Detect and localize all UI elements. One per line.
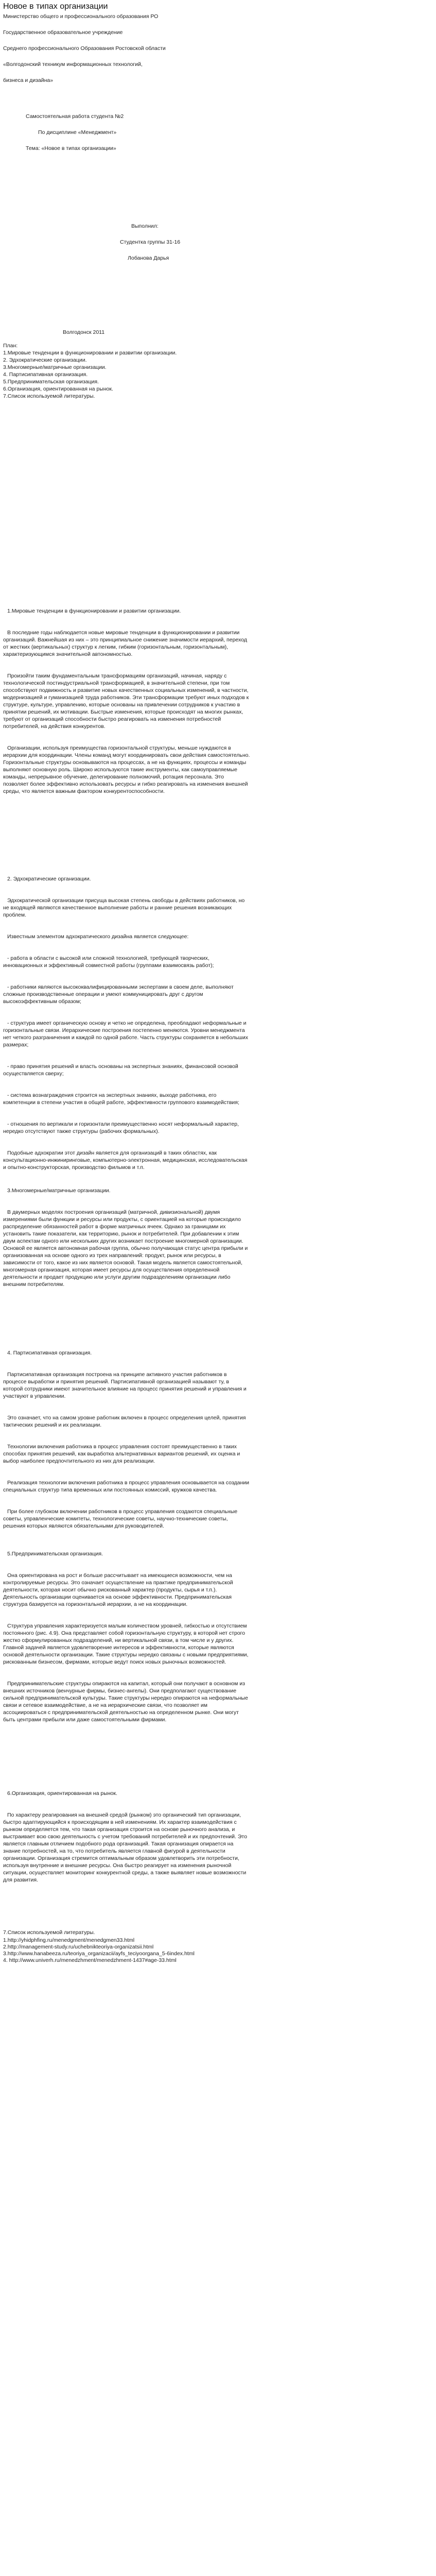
paragraph: Предпринимательские структуры опираются на капитал, который они получают в основном из внешних источников (венчурные фирмы, бизнес-ангелы). Они предполагают существование сильной предпринимательской культуры. Такие структуры нередко опираются на неформальные связи и сетевое взаимодействие, а не на иерархические связи, что позволяет им ассоциироваться с предпринимательской деятельностью на определенном рынке. Они могут быть центрами прибыли или даже самостоятельными фирмами. <box>3 1681 250 1723</box>
paragraph: Реализация технологии включения работника в процесс управления основывается на создании специальных структур типа временных или постоянных комиссий, кружков качества. <box>3 1480 251 1493</box>
paragraph: По характеру реагирования на внешней средой (рынком) это органический тип организации, быстро адаптирующийся к происходящим в ней изменениям. Их характер взаимодействия с рынком определяется тем, что такая организация строится на основе рыночного анализа, и выстраивает всю свою деятельность с учетом требований потребителей и их предпочтений. Это является главным отличием подобного рода организаций. Такая организация опирается на знание потребностей, на то, что потребитель является главной фигурой в деятельности организации. Организация стремится оптимальным образом удовлетворить эти потребности, используя внутренние и внешние ресурсы. Она быстро реагирует на изменения рыночной ситуации, осуществляет мониторинг конкурентной среды, а также выявляет новые возможности для развития. <box>3 1812 249 1883</box>
reference-link-text[interactable]: 2.http://management-study.ru/uchebnikteoriya-organizatsii.html <box>3 1944 154 1950</box>
page-title: Новое в типах организации <box>3 2 108 11</box>
plan-item-6: 6.Организация, ориентированная на рынок. <box>3 386 113 392</box>
paragraph: - право принятия решений и власть основаны на экспертных знаниях, финансовой основой осуществляется сверху; <box>3 1063 240 1077</box>
section-6 <box>3 1790 250 1898</box>
paragraph: - структура имеет органическую основу и четко не определена, преобладают неформальные и горизонтальные связи. Иерархические построения постепенно меняются. Уровни менеджмента нет четкого разграничения и каждой по одной работе. Часть структуры сохраняется в небольших размерах; <box>3 1020 250 1048</box>
work-type-line: Самостоятельная работа студента №2 <box>26 113 124 120</box>
reference-list <box>3 1937 250 1964</box>
section-heading: 3.Многомерные/матричные организации. <box>7 1188 111 1194</box>
section-2 <box>3 876 250 1185</box>
plan-item-2: 2. Эдхократические организации. <box>3 357 87 363</box>
paragraph: При более глубоком включении работников в процесс управления создаются специальные советы, управленческие комитеты, технологические советы, научно-технические советы, решения которых являются обязательными для руководителей. <box>3 1509 239 1529</box>
section-heading: 2. Эдхократические организации. <box>7 876 91 882</box>
student-name: Лобанова Дарья <box>128 255 169 261</box>
reference-link-text[interactable]: 4. http://www.univerh.ru/menedzhment/menedzhment-1437#age-33.html <box>3 1957 177 1963</box>
paragraph: Произойти таким фундаментальным трансформациям организаций, начиная, наряду с технологической постиндустриальной трансформацией, в значительной степени, при том способствуют подвижность и развитие новых качественных социальных изменений, в частности, модернизацией и гуманизацией труда работников. Эти трансформации требуют иных подходов к структуре, культуре, управлению, которые основаны на привлечении сотрудников к участию в принятии решений, их мотивации. Быстрые изменения, которые происходят на многих рынках, требуют от организаций способности быстро реагировать на изменения потребностей потребителей, на действия конкурентов. <box>3 673 251 730</box>
paragraph: Известным элементом адхократического дизайна является следующее: <box>7 934 189 940</box>
plan-item-3: 3.Многомерные/матричные организации. <box>3 364 107 370</box>
paragraph: В последние годы наблюдается новые мировые тенденции в функционировании и развитии организаций. Важнейшая из них – это принципиальное снижение значимости иерархий, переход от жестких (вертикальных) структур к легким, гибким (горизонтальным, горизонтальным), характеризующимся значительной автономностью. <box>3 630 249 657</box>
plan-item-4: 4. Партисипативная организация. <box>3 371 88 378</box>
section-3 <box>3 1188 250 1302</box>
section-5 <box>3 1551 250 1738</box>
section-4 <box>3 1350 250 1544</box>
section-heading: 6.Организация, ориентированная на рынок. <box>7 1790 117 1797</box>
plan-heading: План: <box>3 343 18 349</box>
section-heading: 5.Предпринимательская организация. <box>7 1551 103 1557</box>
reference-link-1[interactable] <box>3 1937 250 1944</box>
plan-item-5: 5.Предпринимательская организация. <box>3 379 99 385</box>
section-body <box>3 615 250 809</box>
paragraph: - система вознаграждения строится на экспертных знаниях, выходе работника, его компетенции в степени участия в общей работе, эффективности группового взаимодействия; <box>3 1092 239 1106</box>
paragraph: - работа в области с высокой или сложной технологией, требующей творческих, инновационных и эффективный совместной работы (группами взаимосвязь работ); <box>3 955 214 969</box>
reference-link-2[interactable] <box>3 1944 250 1951</box>
paragraph: Эдхократической организации присуща высокая степень свободы в действиях работников, но не входящей являются качественное выполнение работы и ранние решения возникающих проблем. <box>3 897 247 918</box>
section-7 <box>3 1929 250 1964</box>
reference-link-3[interactable] <box>3 1951 250 1957</box>
paragraph: Это означает, что на самом уровне работник включен в процесс определения целей, принятия тактических решений и их реализации. <box>3 1415 248 1428</box>
city-year-line: Волгодонск 2011 <box>63 329 105 335</box>
discipline-line: По дисциплине «Менеджмент» <box>38 129 117 135</box>
paragraph: Подобные адхократии этот дизайн является для организаций в таких областях, как консультационно-инжиниринговые, компьютерно-электронная, медицинская, исследовательская и опытно-конструкторская, производство фильмов и т.п. <box>3 1150 249 1171</box>
performed-line: Выполнил: <box>131 223 159 229</box>
section-body <box>3 1357 250 1544</box>
topic-line: Тема: «Новое в типах организации» <box>26 145 116 151</box>
education-level-line: Среднего профессионального Образования Ростовской области <box>3 45 166 52</box>
plan-item-7: 7.Список используемой литературы. <box>3 393 95 399</box>
college-line: «Волгодонский техникум информационных технологий, <box>3 61 143 67</box>
student-line: Студентка группы 31-16 <box>120 239 181 245</box>
paragraph: В двумерных моделях построения организаций (матричной, дивизиональной) двумя измерениями были функции и ресурсы или продукты, с ориентацией на которые происходило распределение обязанностей работ в форме матричных ячеек. Однако за границами их установить такие показатели, как территорию, рынок и потребителей. При добавлении к этим двум аспектам одного или нескольких других возникает построение многомерной организации. Основой ее является автономная рабочая группа, обычно получающая статус центра прибыли и организованная на основе одного из трех направлений: продукт, рынок или ресурсы, в зависимости от того, какое из них является основой. Такая модель является самостоятельной, многомерная организация, которая имеет ресурсы для осуществления определенной деятельности и продает продукцию или услуги другим подразделениям организации либо внешним потребителям. <box>3 1209 250 1287</box>
paragraph: Структура управления характеризуется малым количеством уровней, гибкостью и отсутствием постоянного (рис. 4.9). Она представляет собой горизонтальную структуру, в которой нет строго жестко сформулированных подразделений, ни вертикальной связи, в том числе и у других. Главной задачей является удовлетворение интересов и эффективности, которые являются основой деятельности организации. Такие структуры нередко связаны с новыми предприятиями, рискованным бизнесом, фирмами, которые ведут поиск новых рыночных возможностей. <box>3 1623 250 1665</box>
section-heading: 4. Партисипативная организация. <box>7 1350 92 1356</box>
paragraph: Организации, используя преимущества горизонтальной структуры, меньше нуждаются в иерархии для координации. Члены команд могут координировать свои действия самостоятельно. Горизонтальные структуры основываются на процессах, а не на функциях, процессы и команды выполняют основную роль. Широко используются такие инструменты, как самоуправляемые команды, непрерывное обучение, делегирование полномочий, ротация персонала. Это позволяет более эффективно использовать ресурсы и гибко реагировать на изменения внешней среды, что является важным фактором конкурентоспособности. <box>3 745 252 794</box>
paragraph: - работники являются высококвалифицированными экспертами в своем деле, выполняют сложные производственные операции и умеют коммуницировать друг с другом высокоэффективным образом; <box>3 984 235 1005</box>
college-cont-line: бизнеса и дизайна» <box>3 77 54 83</box>
paragraph: - отношения по вертикали и горизонтали преимущественно носят неформальный характер, нередко отсутствуют также структуры (рабочих формальных). <box>3 1121 240 1134</box>
ministry-line: Министерство общего и профессионального образования РО <box>3 13 159 20</box>
section-body <box>3 1557 250 1738</box>
reference-link-4[interactable] <box>3 1957 250 1964</box>
section-heading: 1.Мировые тенденции в функционировании и развитии организации. <box>7 608 181 614</box>
plan-item-1: 1.Мировые тенденции в функционировании и развитии организации. <box>3 350 177 356</box>
paragraph: Технологии включения работника в процесс управления состоят преимущественно в таких способах принятия решений, как выработка альтернативных вариантов решений, их оценка и выбор наиболее предпочтительного из них для реализации. <box>3 1444 242 1464</box>
paragraph: Партисипативная организация построена на принципе активного участия работников в процессе выработки и принятия решений. Партисипативной организацией называют ту, в которой сотрудники имеют значительное влияние на процесс принятия решений и управления и участвуют в управлении. <box>3 1371 248 1399</box>
section-heading: 7.Список используемой литературы. <box>3 1929 95 1936</box>
section-body <box>3 1797 250 1898</box>
institution-line: Государственное образовательное учреждение <box>3 29 123 36</box>
section-1 <box>3 608 250 809</box>
reference-link-text[interactable]: 3.http://www.hanabeeza.ru/teoriya_organizacii/ayfs_teciyoorgana_5-6index.html <box>3 1951 195 1957</box>
reference-link-text[interactable]: 1.http://yhidphfing.ru/menedgment/menedgmen33.html <box>3 1937 135 1943</box>
section-body <box>3 883 250 1185</box>
section-body <box>3 1194 250 1302</box>
paragraph: Она ориентирована на рост и больше рассчитывает на имеющиеся возможности, чем на контролируемые ресурсы. Это означает осуществление на практике предпринимательской деятельности, которая носит обычно рискованный характер (продукты, сырья и т.п.). Деятельность организации оценивается на основе эффективности. Предпринимательская структура базируется на горизонтальной иерархии, а не на координации. <box>3 1572 235 1607</box>
